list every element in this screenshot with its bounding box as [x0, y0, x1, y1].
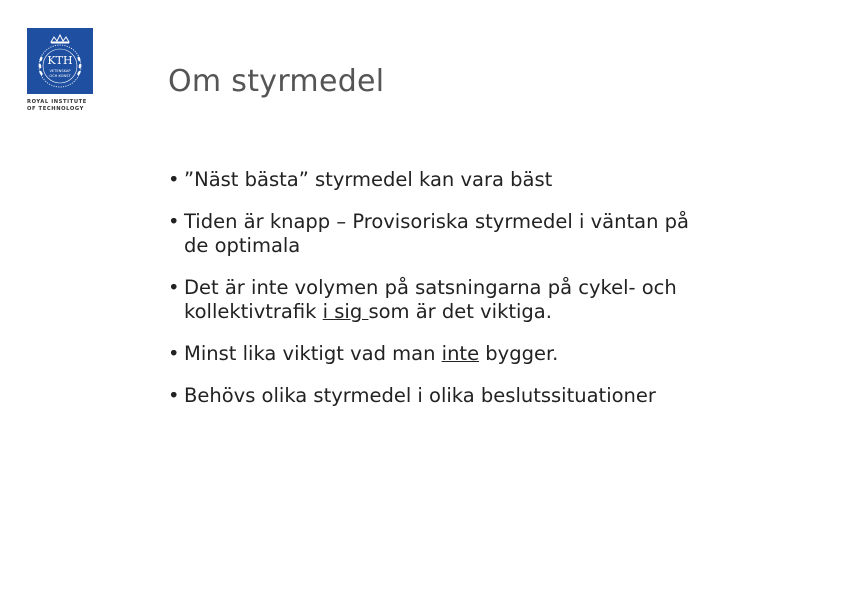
underlined-text: i sig: [322, 300, 369, 323]
bullet-icon: •: [168, 168, 180, 191]
list-item: [168, 210, 808, 258]
bullet-text-segment: som är det viktiga.: [368, 300, 552, 323]
logo-subtitle: ROYAL INSTITUTE OF TECHNOLOGY: [27, 99, 87, 112]
bullet-text: ”Näst bästa” styrmedel kan vara bäst: [184, 168, 553, 191]
list-item: [168, 384, 808, 408]
logo-seal-bottom: OCH KONST: [49, 74, 71, 78]
kth-logo: [27, 28, 93, 94]
bullet-text-segment: kollektivtrafik: [184, 300, 323, 323]
bullet-text-line2: [184, 300, 808, 324]
logo-name: KTH: [47, 54, 73, 67]
bullet-icon: •: [168, 342, 180, 365]
bullet-text-line1: Det är inte volymen på satsningarna på cykel- och: [184, 276, 677, 299]
list-item: [168, 168, 808, 192]
bullet-text-segment: bygger.: [479, 342, 559, 365]
list-item: [168, 342, 808, 366]
bullet-text-line2: de optimala: [184, 234, 301, 257]
bullet-icon: •: [168, 276, 180, 299]
list-item: [168, 276, 808, 324]
bullet-text: Behövs olika styrmedel i olika beslutssituationer: [184, 384, 656, 407]
bullet-icon: •: [168, 210, 180, 233]
underlined-text: inte: [441, 342, 480, 365]
logo-seal-top: VETENSKAP: [49, 69, 71, 73]
bullet-list: [168, 168, 808, 408]
bullet-text-segment: Minst lika viktigt vad man: [184, 342, 442, 365]
slide-title: Om styrmedel: [168, 64, 385, 99]
bullet-icon: •: [168, 384, 180, 407]
bullet-text-line1: Tiden är knapp – Provisoriska styrmedel i väntan på: [184, 210, 689, 233]
